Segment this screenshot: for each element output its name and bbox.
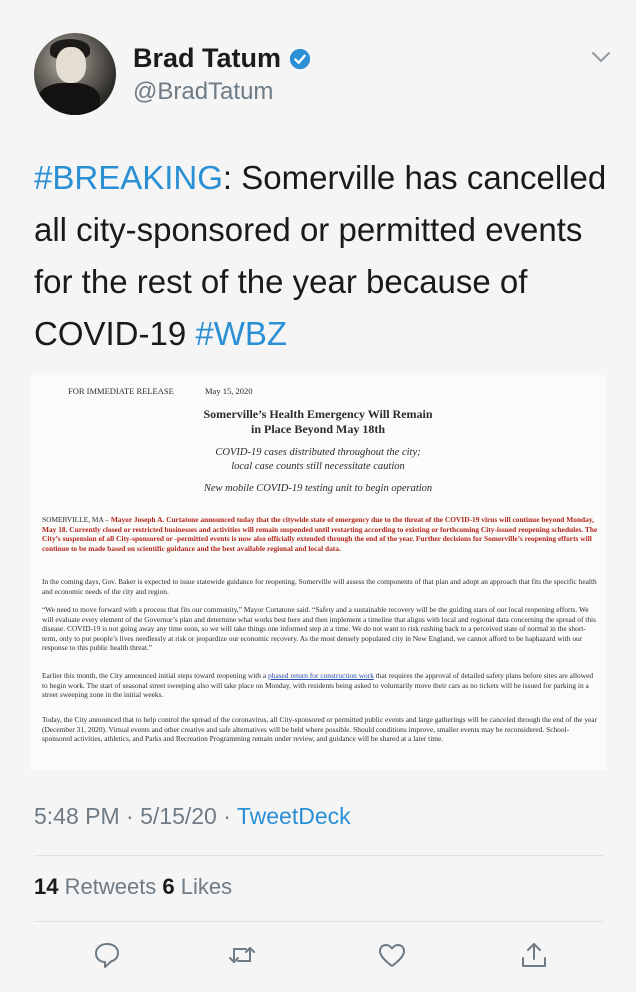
dateline: SOMERVILLE, MA – <box>42 515 111 524</box>
like-icon[interactable] <box>377 940 407 970</box>
construction-link[interactable]: phased return for construction work <box>267 671 374 680</box>
subhead2: New mobile COVID-19 testing unit to begin operation <box>203 483 433 494</box>
tweet-stats <box>34 874 232 900</box>
headline-line1: Somerville’s Health Emergency Will Remain <box>203 407 433 421</box>
headline-line2: in Place Beyond May 18th <box>251 422 385 436</box>
paragraph-4-start: Earlier this month, the City announced initial steps toward reopening with a <box>42 671 268 680</box>
tweet-body: : Somerville has cancelled all city-sponsored or permitted events for the rest of the year because of COVID-19 <box>34 159 607 352</box>
hashtag-wbz[interactable]: #WBZ <box>195 315 288 352</box>
paragraph-4 <box>42 671 598 700</box>
user-name-row[interactable] <box>133 43 311 74</box>
likes-count[interactable]: 6 <box>162 874 175 899</box>
divider-bottom <box>34 921 604 922</box>
paragraph-1 <box>42 515 598 553</box>
retweets-count[interactable]: 14 <box>34 874 59 899</box>
release-label: FOR IMMEDIATE RELEASE <box>68 386 174 396</box>
divider-top <box>34 855 604 856</box>
tweet-text <box>34 152 624 360</box>
retweets-label[interactable]: Retweets <box>58 874 163 899</box>
paragraph-4-end: that requires the approval of detailed safety plans before sites are allowed to begin work. The start of seasonal street sweeping also will take place on Monday, with residents being asked to voluntarily move their cars as no tickets will be issued for parking in a street sweeping zone in the initial weeks. <box>42 671 594 700</box>
subhead1-line1: COVID-19 cases distributed throughout the city; <box>215 447 421 458</box>
avatar-body <box>38 83 100 115</box>
share-icon[interactable] <box>519 940 549 970</box>
hashtag-breaking[interactable]: #BREAKING <box>34 159 223 196</box>
likes-label[interactable]: Likes <box>174 874 233 899</box>
release-date: May 15, 2020 <box>205 386 253 396</box>
chevron-down-icon[interactable] <box>590 50 612 64</box>
avatar-face <box>56 47 86 83</box>
reply-icon[interactable] <box>92 940 122 970</box>
user-name[interactable]: Brad Tatum <box>133 43 282 73</box>
avatar[interactable] <box>34 33 116 115</box>
tweet-meta <box>34 803 351 830</box>
subhead1-line2: local case counts still necessitate caution <box>231 461 405 472</box>
verified-badge-icon <box>289 48 311 70</box>
tweet-source[interactable]: TweetDeck <box>236 803 351 829</box>
tweet-timestamp[interactable]: 5:48 PM · 5/15/20 · <box>34 803 237 829</box>
paragraph-3: “We need to move forward with a process that fits our community,” Mayor Curtatone said. “Safety and a sustainable recovery will be the guiding stars of our local reopening efforts. We will evaluate every element of the Governor’s plan and determine what works best here and then implement a timeline that aligns with local and regional data concerning the spread of this disease. COVID-19 is not going away any time soon, so we will take things one informed step at a time. We do not want to risk rushing back to a perceived state of normal in the short-term, only to put people’s lives needlessly at risk or jeopardize our economic recovery. As the most densely populated city in New England, we cannot afford to be haphazard with our response to this public health threat.” <box>42 605 596 653</box>
retweet-icon[interactable] <box>227 940 257 970</box>
press-release-image[interactable] <box>30 375 606 770</box>
user-handle[interactable]: @BradTatum <box>133 78 274 105</box>
paragraph-2: In the coming days, Gov. Baker is expected to issue statewide guidance for reopening. Somerville will assess the components of that plan and adopt an approach that fits the specific health and economic needs of the city and region. <box>42 577 597 596</box>
paragraph-1-highlight: Mayor Joseph A. Curtatone announced today that the citywide state of emergency due to the threat of the COVID-19 virus will continue beyond Monday, May 18. Currently closed or restricted businesses and activities will remain suspended until restarting according to existing or forthcoming City-issued reopening schedules. The City’s suspension of all City-sponsored or -permitted events is now also officially extended through the end of the year. Further decisions for Somerville’s reopening efforts will continue to be made based on scientific guidance and the best available regional and local data. <box>42 515 598 553</box>
paragraph-5: Today, the City announced that to help control the spread of the coronavirus, all City-sponsored or permitted public events and large gatherings will be canceled through the end of the year (December 31, 2020). Virtual events and other creative and safe alternatives will be held where possible. Should conditions improve, smaller events may be reconsidered. School-sponsored activities, athletics, and Parks and Recreation Programming remain under review, and guidance will be shared at a later time. <box>42 715 598 744</box>
